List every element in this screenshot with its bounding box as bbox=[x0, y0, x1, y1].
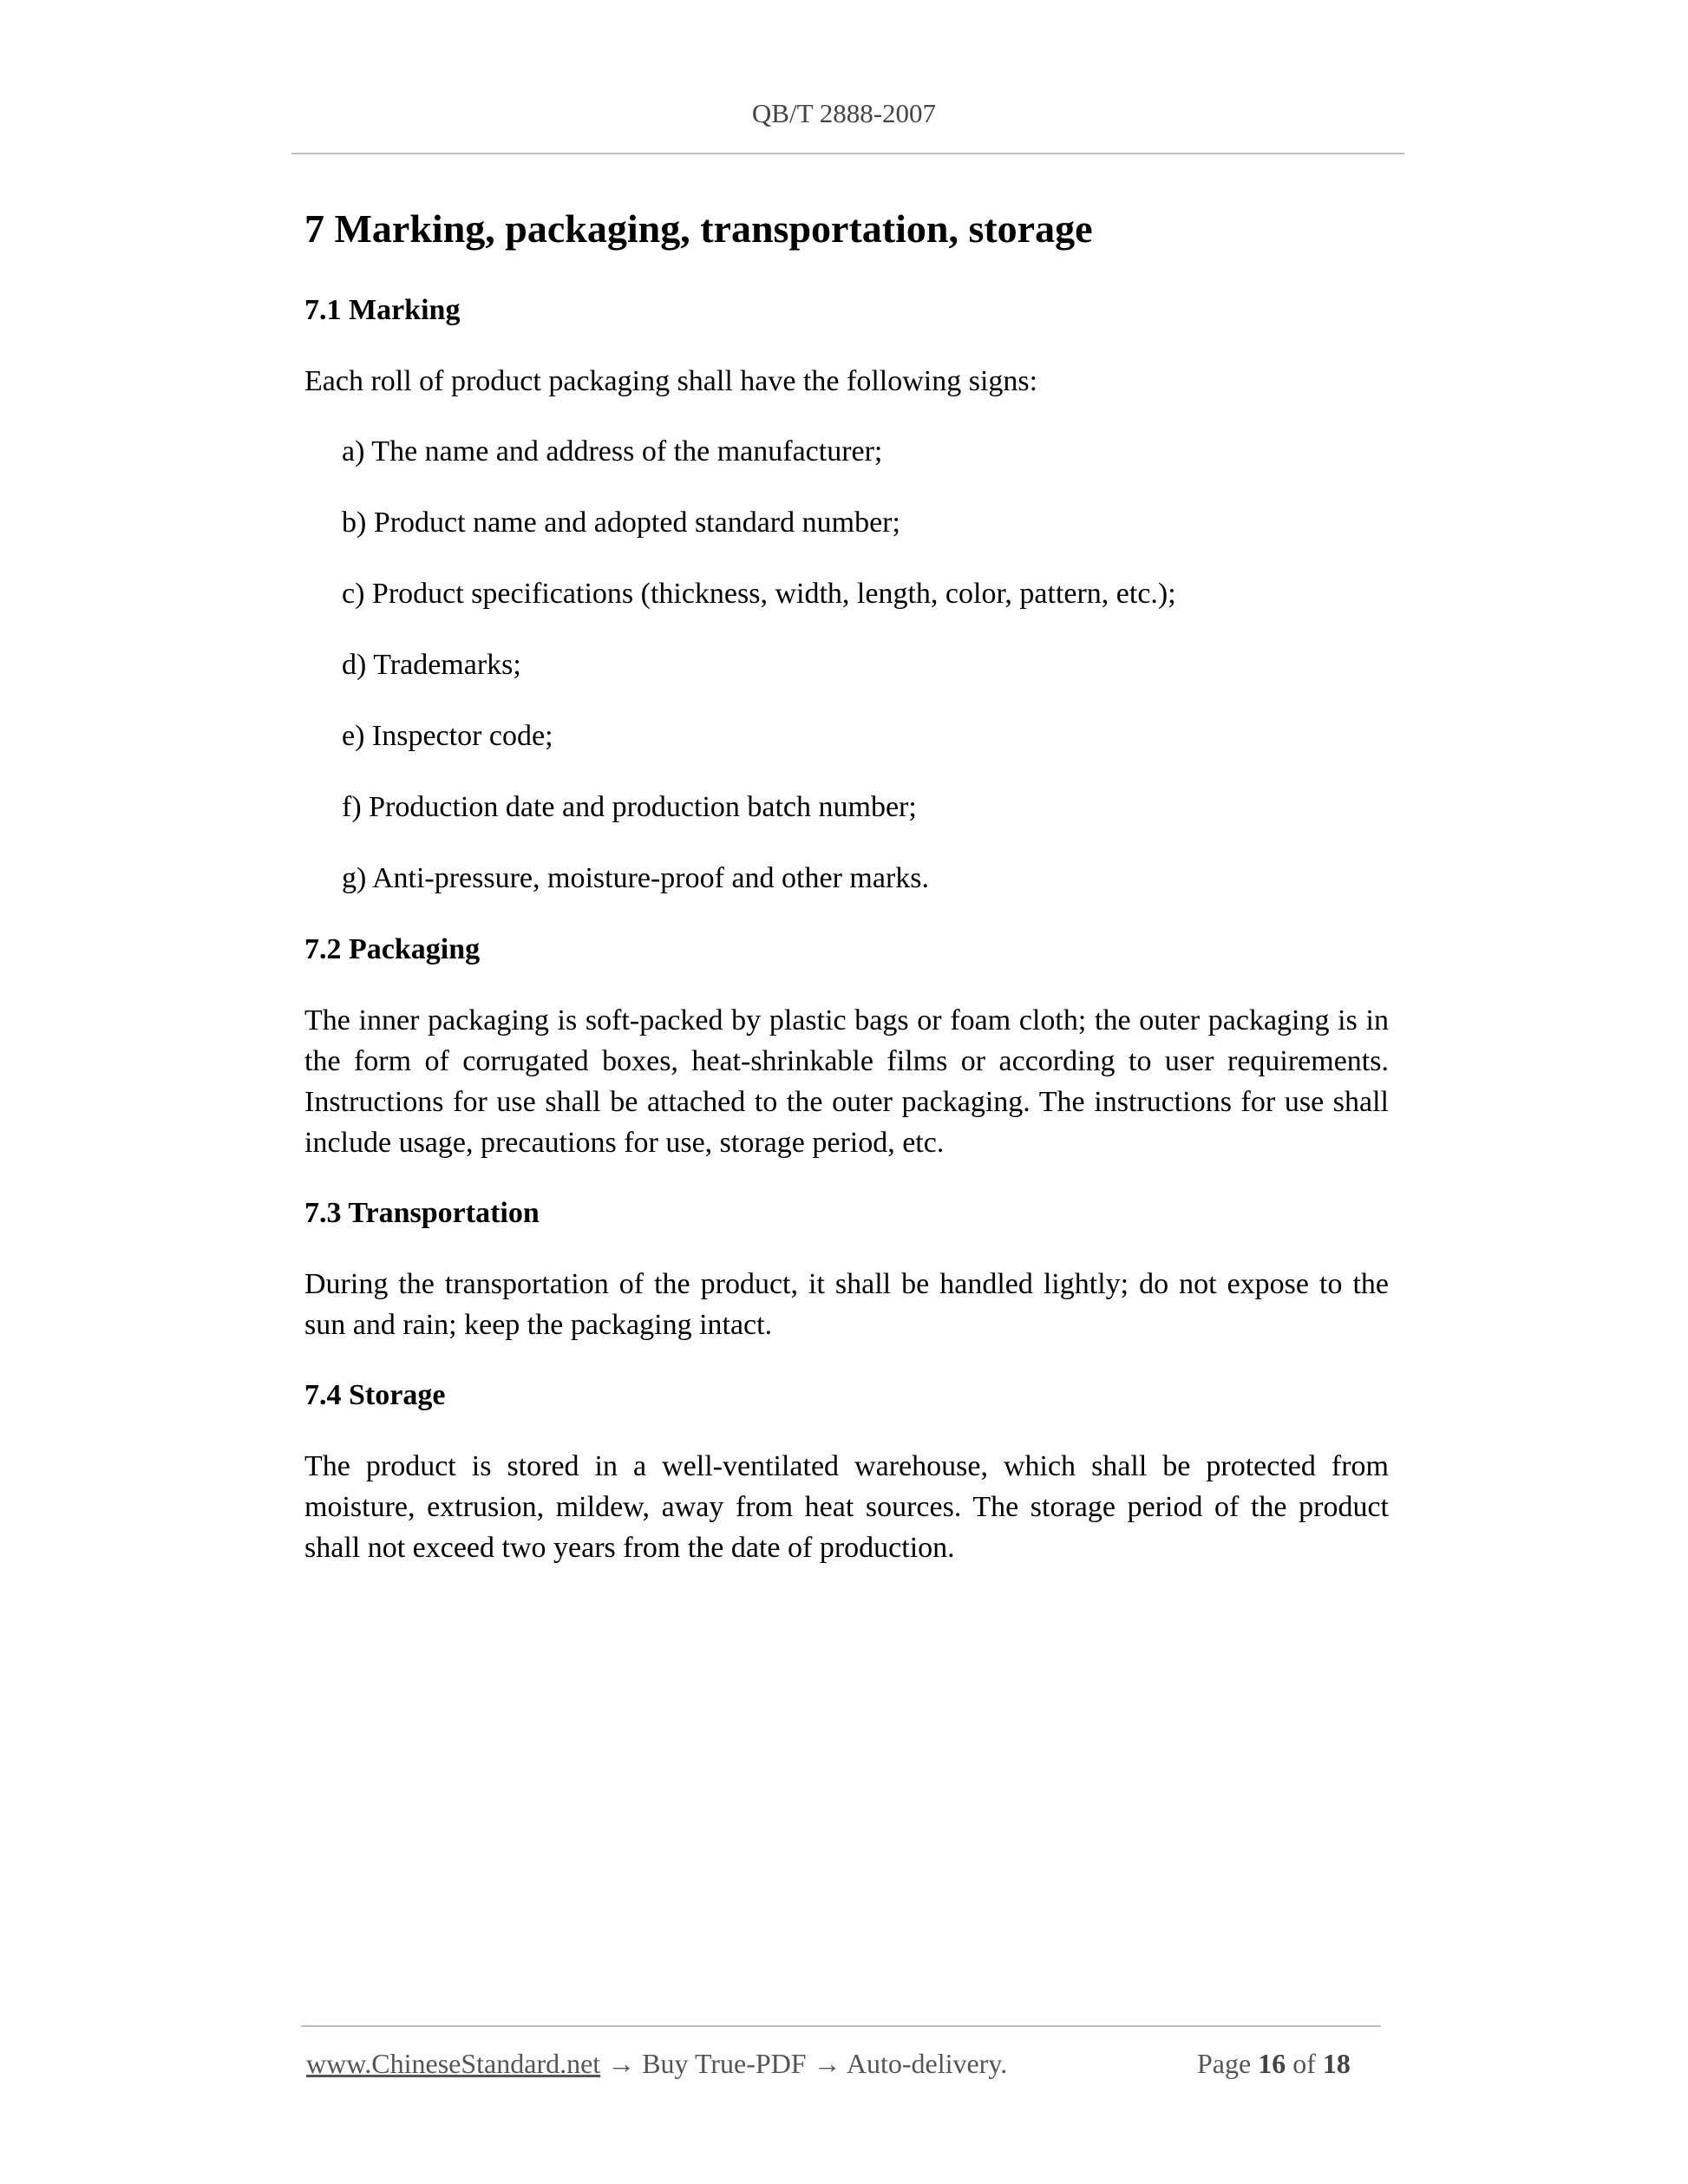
page-label: Page bbox=[1197, 2048, 1252, 2079]
marking-list-item: a) The name and address of the manufacturer; bbox=[342, 435, 883, 468]
transportation-paragraph: During the transportation of the product, it shall be handled lightly; do not expose to the sun and rain; keep the packaging intact. bbox=[304, 1268, 1389, 1341]
auto-delivery-text: Auto-delivery. bbox=[846, 2048, 1008, 2079]
marking-list-item: f) Production date and production batch number; bbox=[342, 791, 917, 823]
footer-divider bbox=[301, 2025, 1381, 2027]
header-divider bbox=[291, 153, 1404, 154]
subsection-heading-marking: 7.1 Marking bbox=[304, 294, 461, 326]
page-of-label: of bbox=[1292, 2048, 1316, 2079]
marking-intro: Each roll of product packaging shall have the following signs: bbox=[304, 365, 1038, 397]
marking-list-item: b) Product name and adopted standard number; bbox=[342, 507, 900, 539]
packaging-paragraph: The inner packaging is soft-packed by plastic bags or foam cloth; the outer packaging is in the form of corrugated boxes, heat-shrinkable films or according to user requirements. Instructions for use shall be attached to the outer packaging. The instructions for use shall include usage, precautions for use, storage period, etc. bbox=[304, 1004, 1389, 1159]
footer-promo bbox=[306, 2048, 1007, 2080]
subsection-heading-storage: 7.4 Storage bbox=[304, 1379, 446, 1411]
page-total: 18 bbox=[1322, 2048, 1351, 2079]
page-number bbox=[1197, 2048, 1351, 2080]
buy-true-pdf-text: Buy True-PDF bbox=[642, 2048, 807, 2079]
subsection-heading-transportation: 7.3 Transportation bbox=[304, 1197, 540, 1229]
marking-list-item: c) Product specifications (thickness, width, length, color, pattern, etc.); bbox=[342, 578, 1176, 610]
arrow-right-icon: → bbox=[813, 2048, 841, 2079]
section-title: 7 Marking, packaging, transportation, storage bbox=[304, 206, 1093, 251]
marking-list-item: e) Inspector code; bbox=[342, 720, 553, 752]
website-link[interactable]: www.ChineseStandard.net bbox=[306, 2048, 601, 2079]
marking-list-item: g) Anti-pressure, moisture-proof and other marks. bbox=[342, 862, 929, 894]
arrow-right-icon: → bbox=[607, 2048, 636, 2079]
page-header-standard-code: QB/T 2888-2007 bbox=[751, 98, 937, 128]
subsection-heading-packaging: 7.2 Packaging bbox=[304, 933, 481, 965]
storage-paragraph: The product is stored in a well-ventilated warehouse, which shall be protected from moisture, extrusion, mildew, away from heat sources. The storage period of the product shall not exceed two years from the date of production. bbox=[304, 1450, 1389, 1564]
marking-list-item: d) Trademarks; bbox=[342, 649, 521, 681]
page-current: 16 bbox=[1258, 2048, 1286, 2079]
document-body bbox=[304, 201, 1389, 1598]
